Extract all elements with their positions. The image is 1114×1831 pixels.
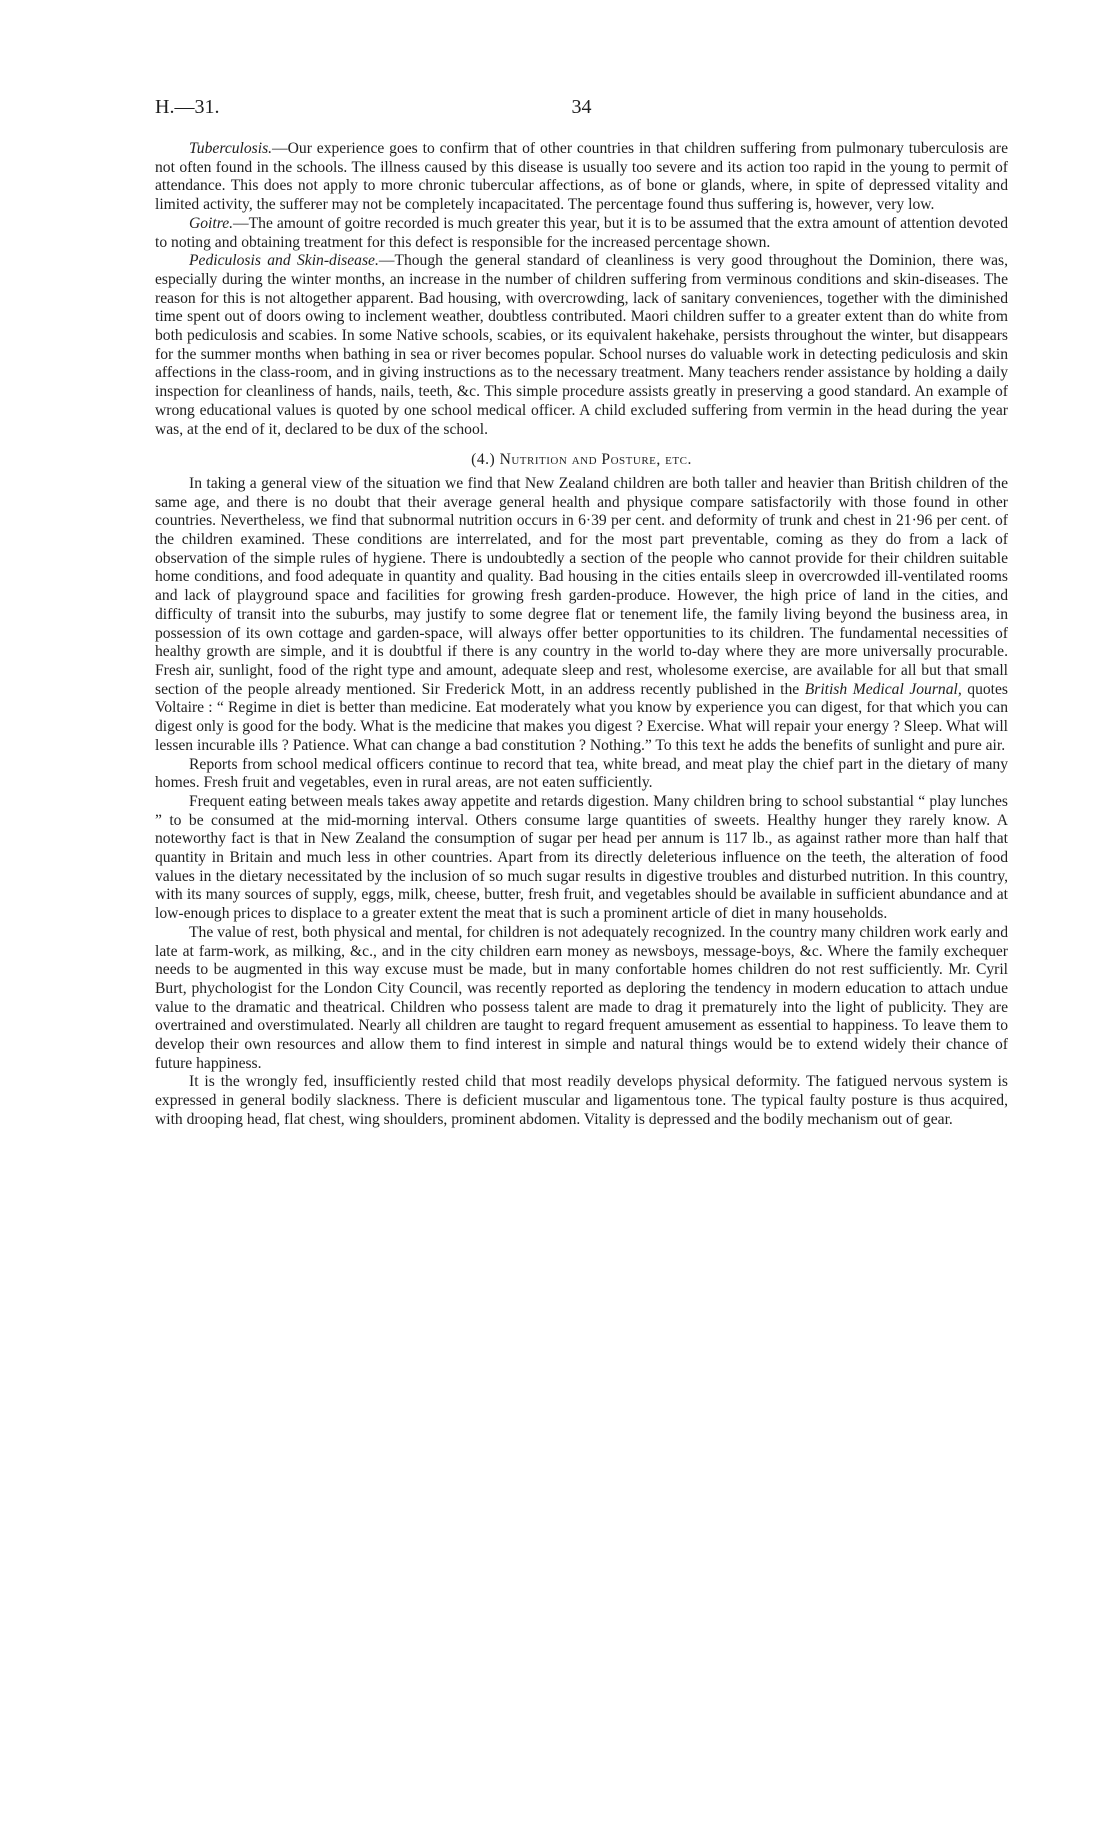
heading-pediculosis: Pediculosis and Skin-disease.	[189, 252, 379, 270]
journal-title: British Medical Journal,	[804, 680, 962, 698]
paragraph-goitre	[155, 215, 1008, 252]
paragraph-nutrition-3: Frequent eating between meals takes away appetite and retards digestion. Many children bring to school substantial “ play lunches ” to be consumed at the mid-morning interval. Others consume large quantities of sweets. Healthy hunger they rarely know. A noteworthy fact is that in New Zealand the consumption of sugar per head per annum is 117 lb., as against rather more than half that quantity in Britain and much less in other countries. Apart from its directly deleterious influence on the teeth, the alteration of food values in the dietary necessitated by the inclusion of so much sugar results in digestive troubles and disturbed nutrition. In this country, with its many sources of supply, eggs, milk, cheese, butter, fresh fruit, and vegetables should be available in sufficient abundance and at low-enough prices to displace to a greater extent the meat that is such a prominent article of diet in many households.	[155, 792, 1008, 923]
paragraph-pediculosis	[155, 252, 1008, 439]
paragraph-nutrition-4: The value of rest, both physical and mental, for children is not adequately recognized. In the country many children work early and late at farm-work, as milking, &c., and in the city children earn money as newsboys, message-boys, &c. Where the family exchequer needs to be augmented in this way excuse must be made, but in many confortable homes children do not rest sufficiently. Mr. Cyril Burt, phychologist for the London City Council, was recently reported as deploring the tendency in modern education to attach undue value to the dramatic and theatrical. Children who possess talent are made to drag it prematurely into the light of publicity. They are overtrained and overstimulated. Nearly all children are taught to regard frequent amusement as essential to happiness. To leave them to develop their own resources and allow them to find interest in simple and natural things would be to extend widely their chance of future happiness.	[155, 923, 1008, 1072]
heading-goitre: Goitre.	[189, 214, 234, 232]
paragraph-tuberculosis	[155, 140, 1008, 215]
heading-tuberculosis: Tuberculosis.	[189, 140, 273, 157]
paragraph-nutrition-1	[155, 475, 1008, 756]
text-pediculosis: —Though the general standard of cleanliness is very good throughout the Dominion, there was, especially during the winter months, an increase in the number of children suffering from verminous conditions and skin-diseases. The reason for this is not altogether apparent. Bad housing, with overcrowding, lack of sanitary conveniences, together with the diminished time spent out of doors owing to inclement weather, doubtless contributed. Maori children suffer to a greater extent than do white from both pediculosis and scabies. In some Native schools, scabies, or its equivalent hakehake, persists throughout the winter, but disappears for the summer months when bathing in sea or river becomes popular. School nurses do valuable work in detecting pediculosis and skin affections in the class-room, and in giving instructions as to the necessary treatment. Many teachers render assistance by holding a daily inspection for cleanliness of hands, nails, teeth, &c. This simple procedure assists greatly in preserving a good standard. An example of wrong educational values is quoted by one school medical officer. A child excluded suffering from vermin in the head during the year was, at the end of it, declared to be dux of the school.	[155, 252, 1008, 438]
text-nutrition-1a: In taking a general view of the situation we find that New Zealand children are both taller and heavier than British children of the same age, and there is no doubt that their average general health and physique compare satisfactorily with those found in other countries. Nevertheless, we find that subnormal nutrition occurs in 6·39 per cent. and deformity of trunk and chest in 21·96 per cent. of the children examined. These conditions are interrelated, and for the most part preventable, coming as they do from a lack of observation of the simple rules of hygiene. There is undoubtedly a section of the people who cannot provide for their children suitable home conditions, and food adequate in quantity and quality. Bad housing in the cities entails sleep in overcrowded ill-ventilated rooms and lack of playground space and facilities for growing fresh garden-produce. However, the high price of land in the cities, and difficulty of transit into the suburbs, may justify to some degree flat or tenement life, the family living beyond the business area, in possession of its own cottage and garden-space, will always offer better opportunities to its children. The fundamental necessities of healthy growth are simple, and it is doubtful if there is any country in the world to-day where they are more universally procurable. Fresh air, sunlight, food of the right type and amount, adequate sleep and rest, wholesome exercise, are available for all but that small section of the people already mentioned. Sir Frederick Mott, in an address recently published in the	[155, 474, 1008, 698]
report-reference: H.—31.	[155, 96, 220, 118]
paragraph-nutrition-5: It is the wrongly fed, insufficiently rested child that most readily develops physical deformity. The fatigued nervous system is expressed in general bodily slackness. There is deficient muscular and ligamentous tone. The typical faulty posture is thus acquired, with drooping head, flat chest, wing shoulders, prominent abdomen. Vitality is depressed and the bodily mechanism out of gear.	[155, 1073, 1008, 1128]
text-nutrition-1b: quotes Voltaire : “ Regime in diet is better than medicine. Eat moderately what you know by experience you can digest, for that which you can digest only is good for the body. What is the medicine that makes you digest ? Exercise. What will repair your energy ? Sleep. What will lessen incurable ills ? Patience. What can change a bad constitution ? Nothing.” To this text he adds the benefits of sunlight and pure air.	[155, 680, 1008, 754]
page-number: 34	[571, 96, 592, 118]
body-text	[155, 140, 1008, 1130]
text-goitre: —The amount of goitre recorded is much greater this year, but it is to be assumed that the extra amount of attention devoted to noting and obtaining treatment for this defect is responsible for the increased percentage shown.	[155, 214, 1008, 251]
text-tuberculosis: —Our experience goes to confirm that of other countries in that children suffering from pulmonary tuberculosis are not often found in the schools. The illness caused by this disease is usually too severe and its action too rapid in the young to permit of attendance. This does not apply to more chronic tubercular affections, as of bone or glands, where, in spite of depressed vitality and limited activity, the sufferer may not be completely incapacitated. The percentage found thus suffering is, however, very low.	[155, 140, 1008, 214]
page-header	[155, 96, 1008, 126]
paragraph-nutrition-2: Reports from school medical officers continue to record that tea, white bread, and meat play the chief part in the dietary of many homes. Fresh fruit and vegetables, even in rural areas, are not eaten sufficiently.	[155, 755, 1008, 792]
section-heading-nutrition: (4.) Nutrition and Posture, etc.	[471, 451, 692, 469]
document-page	[155, 96, 1008, 1130]
